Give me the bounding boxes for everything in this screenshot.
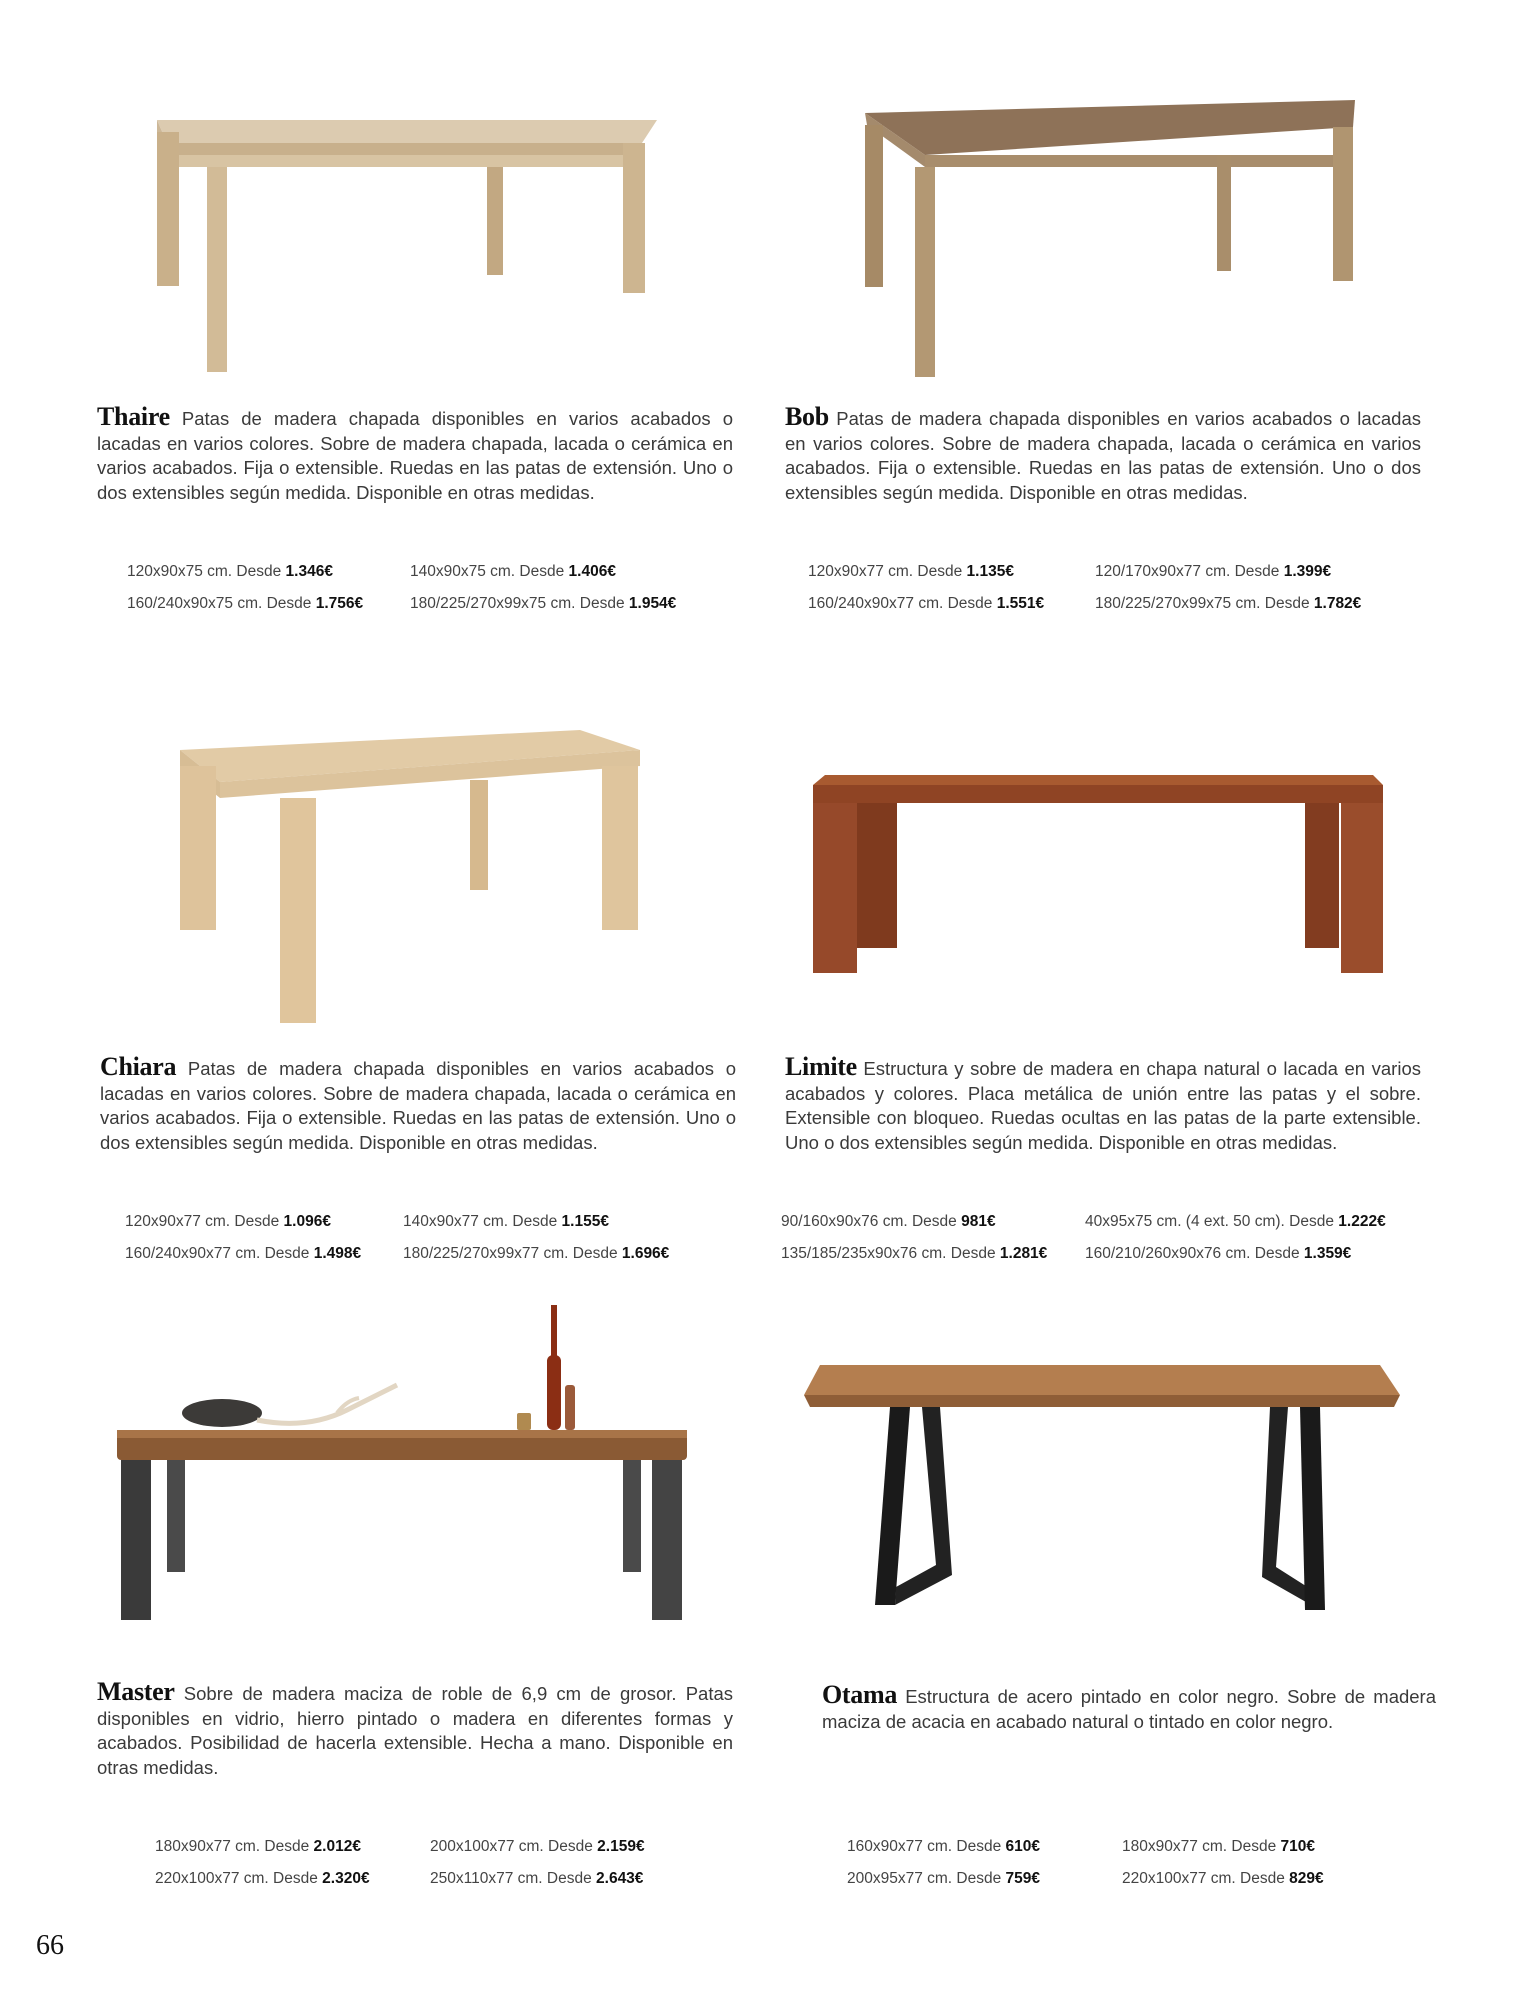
- price-entry: 160/240x90x75 cm. Desde 1.756€: [127, 595, 364, 612]
- thaire-table-image: [97, 75, 737, 415]
- chiara-prices: [100, 1213, 740, 1277]
- otama-prices: [800, 1838, 1440, 1902]
- product-description-text: Estructura de acero pintado en color negro. Sobre de madera maciza de acacia en acabado natural o tintado en color negro.: [822, 1686, 1437, 1732]
- product-description-text: Patas de madera chapada disponibles en varios acabados o lacadas en varios colores. Sobre de madera chapada, lacada o cerámica en varios acabados. Fija o extensible. Ruedas en las patas de extensión. Uno o dos extensibles según medida. Disponible en otras medidas.: [100, 1058, 736, 1153]
- chiara-description: [100, 1052, 736, 1155]
- product-description-text: Patas de madera chapada disponibles en varios acabados o lacadas en varios colores. Sobre de madera chapada, lacada o cerámica en varios acabados. Fija o extensible. Ruedas en las patas de extensión. Uno o dos extensibles según medida. Disponible en otras medidas.: [785, 408, 1421, 503]
- price-entry: 250x110x77 cm. Desde 2.643€: [430, 1870, 644, 1887]
- price-entry: 135/185/235x90x76 cm. Desde 1.281€: [781, 1245, 1048, 1262]
- price-entry: 120x90x77 cm. Desde 1.135€: [808, 563, 1014, 580]
- price-entry: 220x100x77 cm. Desde 829€: [1122, 1870, 1324, 1887]
- bob-table-image: [785, 75, 1425, 415]
- price-entry: 120/170x90x77 cm. Desde 1.399€: [1095, 563, 1332, 580]
- price-entry: 40x95x75 cm. (4 ext. 50 cm). Desde 1.222€: [1085, 1213, 1386, 1230]
- price-entry: 180/225/270x99x75 cm. Desde 1.954€: [410, 595, 677, 612]
- price-entry: 180/225/270x99x75 cm. Desde 1.782€: [1095, 595, 1362, 612]
- price-entry: 180x90x77 cm. Desde 710€: [1122, 1838, 1316, 1855]
- master-prices: [97, 1838, 737, 1902]
- chiara-table-image: [100, 720, 740, 1060]
- price-entry: 180/225/270x99x77 cm. Desde 1.696€: [403, 1245, 670, 1262]
- product-name: Bob: [785, 402, 829, 431]
- price-entry: 200x100x77 cm. Desde 2.159€: [430, 1838, 645, 1855]
- limite-table-image: [785, 720, 1425, 1060]
- product-description-text: Patas de madera chapada disponibles en varios acabados o lacadas en varios colores. Sobre de madera chapada, lacada o cerámica en varios acabados. Fija o extensible. Ruedas en las patas de extensión. Uno o dos extensibles según medida. Disponible en otras medidas.: [97, 408, 733, 503]
- price-entry: 160/210/260x90x76 cm. Desde 1.359€: [1085, 1245, 1352, 1262]
- product-name: Thaire: [97, 402, 170, 431]
- product-description-text: Sobre de madera maciza de roble de 6,9 cm de grosor. Patas disponibles en vidrio, hierro pintado o madera en diferentes formas y acabados. Posibilidad de hacerla extensible. Hecha a mano. Disponible en otras medidas.: [97, 1683, 734, 1778]
- master-table-image: [97, 1305, 737, 1645]
- product-name: Limite: [785, 1052, 857, 1081]
- price-entry: 140x90x77 cm. Desde 1.155€: [403, 1213, 609, 1230]
- price-entry: 120x90x75 cm. Desde 1.346€: [127, 563, 333, 580]
- otama-table-image: [800, 1305, 1440, 1645]
- otama-description: [822, 1680, 1437, 1734]
- product-name: Chiara: [100, 1052, 177, 1081]
- limite-prices: [781, 1213, 1425, 1277]
- bob-prices: [785, 563, 1425, 627]
- price-entry: 180x90x77 cm. Desde 2.012€: [155, 1838, 361, 1855]
- price-entry: 140x90x75 cm. Desde 1.406€: [410, 563, 616, 580]
- price-entry: 160x90x77 cm. Desde 610€: [847, 1838, 1041, 1855]
- page-number: 66: [36, 1930, 64, 1961]
- bob-description: [785, 402, 1421, 505]
- price-entry: 220x100x77 cm. Desde 2.320€: [155, 1870, 370, 1887]
- master-description: [97, 1677, 734, 1780]
- limite-description: [785, 1052, 1421, 1155]
- thaire-description: [97, 402, 733, 505]
- price-entry: 90/160x90x76 cm. Desde 981€: [781, 1213, 996, 1230]
- product-description-text: Estructura y sobre de madera en chapa natural o lacada en varios acabados y colores. Placa metálica de unión entre las patas y el sobre. Extensible con bloqueo. Ruedas ocultas en las patas de la parte extensible. Uno o dos extensibles según medida. Disponible en otras medidas.: [785, 1058, 1421, 1153]
- price-entry: 160/240x90x77 cm. Desde 1.551€: [808, 595, 1045, 612]
- product-name: Otama: [822, 1680, 898, 1709]
- price-entry: 120x90x77 cm. Desde 1.096€: [125, 1213, 331, 1230]
- thaire-prices: [97, 563, 737, 627]
- price-entry: 200x95x77 cm. Desde 759€: [847, 1870, 1041, 1887]
- price-entry: 160/240x90x77 cm. Desde 1.498€: [125, 1245, 362, 1262]
- product-name: Master: [97, 1677, 175, 1706]
